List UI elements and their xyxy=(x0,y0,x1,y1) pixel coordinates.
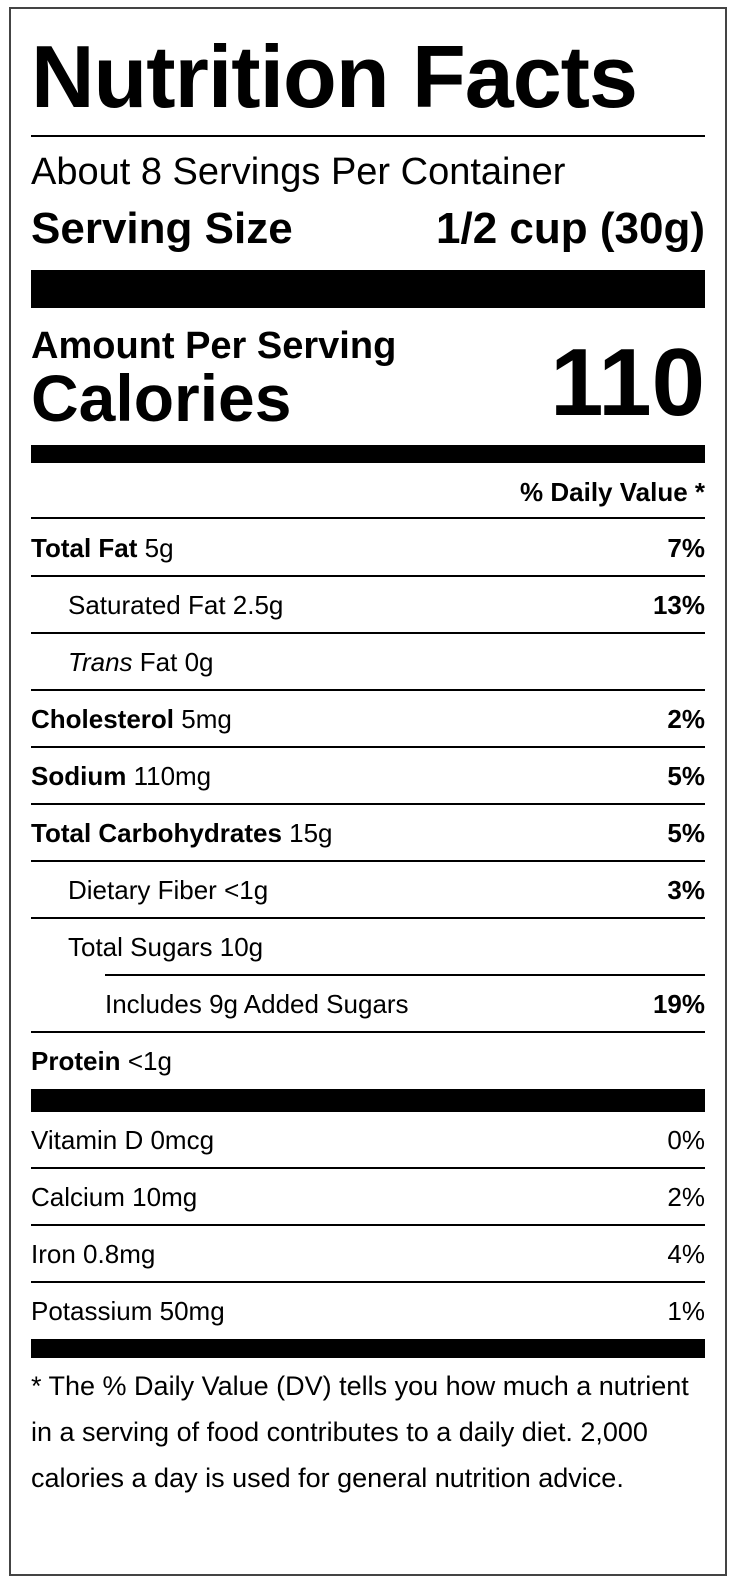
vitamin-row-vitamin-d xyxy=(31,1111,705,1168)
nutrient-row-trans-fat xyxy=(31,633,705,690)
nutrient-label: Cholesterol 5mg xyxy=(31,704,232,734)
nutrient-dv: 19% xyxy=(652,989,705,1019)
nutrient-row-saturated-fat xyxy=(31,576,705,633)
vitamin-label: Vitamin D 0mcg xyxy=(31,1125,215,1155)
vitamin-label: Calcium 10mg xyxy=(31,1182,198,1212)
nutrient-label: Sodium 110mg xyxy=(31,761,212,791)
nutrient-row-total-sugars xyxy=(31,918,705,975)
calories-label: Calories xyxy=(31,361,292,435)
medium-divider xyxy=(31,1339,705,1358)
nutrient-dv: 7% xyxy=(667,533,705,563)
nutrient-dv: 3% xyxy=(667,875,705,905)
vitamin-dv: 1% xyxy=(667,1296,705,1326)
nutrient-label: Total Sugars 10g xyxy=(68,932,264,962)
nutrient-label: Protein <1g xyxy=(31,1046,172,1076)
nutrient-label: Saturated Fat 2.5g xyxy=(68,590,284,620)
vitamin-dv: 2% xyxy=(667,1182,705,1212)
serving-size-row xyxy=(31,204,705,253)
nutrient-row-protein xyxy=(31,1032,705,1089)
footnote: * The % Daily Value (DV) tells you how much a nutrient in a serving of food contributes to a daily diet. 2,000 calories a day is used for general nutrition advice. xyxy=(31,1371,689,1493)
servings-per-container: About 8 Servings Per Container xyxy=(31,151,566,193)
label-title: Nutrition Facts xyxy=(31,27,637,126)
vitamin-label: Iron 0.8mg xyxy=(31,1239,156,1269)
nutrient-label: Trans Fat 0g xyxy=(68,647,214,677)
nutrient-dv: 2% xyxy=(667,704,705,734)
nutrient-label: Total Fat 5g xyxy=(31,533,174,563)
vitamin-row-potassium xyxy=(31,1282,705,1339)
vitamin-row-calcium xyxy=(31,1168,705,1225)
nutrient-row-sodium xyxy=(31,747,705,804)
nutrient-row-total-fat xyxy=(31,519,705,576)
nutrient-label: Total Carbohydrates 15g xyxy=(31,818,333,848)
divider xyxy=(31,135,705,137)
vitamin-dv: 0% xyxy=(667,1125,705,1155)
vitamin-dv: 4% xyxy=(667,1239,705,1269)
calories-value: 110 xyxy=(550,329,705,436)
nutrition-label xyxy=(9,7,727,1576)
nutrient-dv: 5% xyxy=(667,818,705,848)
nutrient-row-cholesterol xyxy=(31,690,705,747)
vitamin-row-iron xyxy=(31,1225,705,1282)
thick-divider xyxy=(31,270,705,308)
vitamin-label: Potassium 50mg xyxy=(31,1296,225,1326)
nutrient-label: Dietary Fiber <1g xyxy=(68,875,269,905)
nutrient-dv: 5% xyxy=(667,761,705,791)
thick-divider xyxy=(31,1089,705,1112)
nutrient-row-total-carbohydrates xyxy=(31,804,705,861)
nutrient-row-added-sugars xyxy=(31,975,705,1032)
nutrient-label: Includes 9g Added Sugars xyxy=(105,989,409,1019)
nutrient-row-dietary-fiber xyxy=(31,861,705,918)
serving-size-label: Serving Size xyxy=(31,204,293,253)
nutrient-dv: 13% xyxy=(652,590,705,620)
amount-per-serving: Amount Per Serving xyxy=(31,325,397,367)
serving-size-value: 1/2 cup (30g) xyxy=(436,204,705,253)
daily-value-header: % Daily Value * xyxy=(520,477,705,507)
medium-divider xyxy=(31,445,705,463)
